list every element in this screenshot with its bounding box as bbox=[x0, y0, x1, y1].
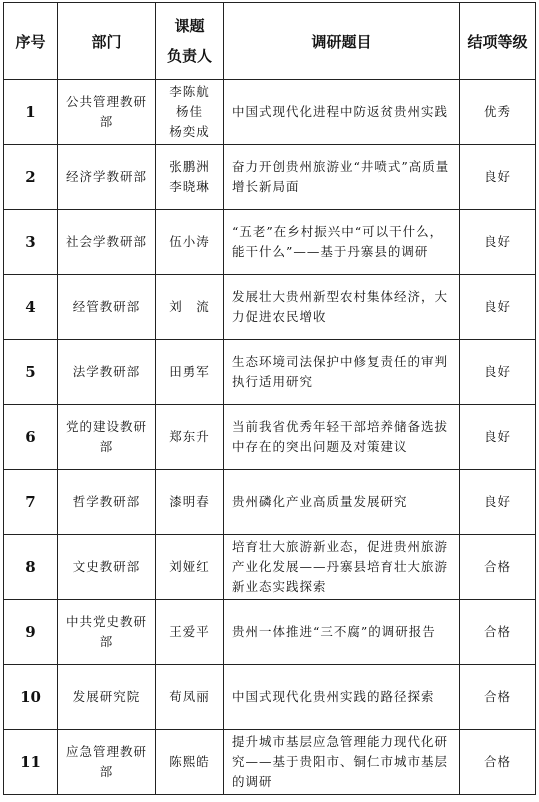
cell-no: 11 bbox=[4, 730, 58, 795]
cell-person: 张鹏洲 李晓琳 bbox=[156, 145, 224, 210]
table-row bbox=[4, 210, 536, 275]
cell-no: 6 bbox=[4, 405, 58, 470]
cell-dept: 哲学教研部 bbox=[58, 470, 156, 535]
cell-title: “五老”在乡村振兴中“可以干什么，能干什么”——基于丹寨县的调研 bbox=[224, 210, 460, 275]
table-row bbox=[4, 535, 536, 600]
cell-title: 发展壮大贵州新型农村集体经济，大力促进农民增收 bbox=[224, 275, 460, 340]
cell-person: 陈熙皓 bbox=[156, 730, 224, 795]
header-dept: 部门 bbox=[58, 3, 156, 80]
cell-dept: 法学教研部 bbox=[58, 340, 156, 405]
table-row bbox=[4, 145, 536, 210]
cell-person: 刘 流 bbox=[156, 275, 224, 340]
cell-dept: 文史教研部 bbox=[58, 535, 156, 600]
table-row bbox=[4, 80, 536, 145]
cell-title: 贵州一体推进“三不腐”的调研报告 bbox=[224, 600, 460, 665]
cell-grade: 合格 bbox=[460, 730, 536, 795]
cell-person: 漆明春 bbox=[156, 470, 224, 535]
cell-dept: 中共党史教研部 bbox=[58, 600, 156, 665]
cell-title: 奋力开创贵州旅游业“井喷式”高质量增长新局面 bbox=[224, 145, 460, 210]
cell-dept: 社会学教研部 bbox=[58, 210, 156, 275]
cell-no: 3 bbox=[4, 210, 58, 275]
cell-no: 4 bbox=[4, 275, 58, 340]
cell-dept: 党的建设教研部 bbox=[58, 405, 156, 470]
table-header-row bbox=[4, 3, 536, 80]
table-row bbox=[4, 275, 536, 340]
cell-no: 5 bbox=[4, 340, 58, 405]
cell-dept: 发展研究院 bbox=[58, 665, 156, 730]
cell-person: 刘娅红 bbox=[156, 535, 224, 600]
cell-no: 7 bbox=[4, 470, 58, 535]
header-person bbox=[156, 3, 224, 80]
cell-grade: 合格 bbox=[460, 665, 536, 730]
table-body bbox=[4, 80, 536, 795]
table-row bbox=[4, 470, 536, 535]
cell-person: 田勇军 bbox=[156, 340, 224, 405]
cell-title: 生态环境司法保护中修复责任的审判执行适用研究 bbox=[224, 340, 460, 405]
cell-title: 贵州磷化产业高质量发展研究 bbox=[224, 470, 460, 535]
table-row bbox=[4, 600, 536, 665]
table-row bbox=[4, 340, 536, 405]
header-person-line1: 课题 bbox=[174, 17, 205, 35]
cell-grade: 良好 bbox=[460, 275, 536, 340]
cell-no: 10 bbox=[4, 665, 58, 730]
cell-no: 8 bbox=[4, 535, 58, 600]
cell-person: 李陈航 杨佳 杨奕成 bbox=[156, 80, 224, 145]
header-no: 序号 bbox=[4, 3, 58, 80]
cell-grade: 良好 bbox=[460, 210, 536, 275]
cell-no: 2 bbox=[4, 145, 58, 210]
cell-title: 中国式现代化进程中防返贫贵州实践 bbox=[224, 80, 460, 145]
cell-grade: 良好 bbox=[460, 145, 536, 210]
cell-grade: 良好 bbox=[460, 405, 536, 470]
cell-grade: 合格 bbox=[460, 600, 536, 665]
header-grade: 结项等级 bbox=[460, 3, 536, 80]
table-row bbox=[4, 405, 536, 470]
cell-dept: 经济学教研部 bbox=[58, 145, 156, 210]
cell-title: 提升城市基层应急管理能力现代化研究——基于贵阳市、铜仁市城市基层的调研 bbox=[224, 730, 460, 795]
cell-title: 培育壮大旅游新业态，促进贵州旅游产业化发展——丹寨县培育壮大旅游新业态实践探索 bbox=[224, 535, 460, 600]
table-row bbox=[4, 730, 536, 795]
cell-grade: 合格 bbox=[460, 535, 536, 600]
header-title: 调研题目 bbox=[224, 3, 460, 80]
cell-dept: 应急管理教研部 bbox=[58, 730, 156, 795]
cell-no: 9 bbox=[4, 600, 58, 665]
cell-dept: 经管教研部 bbox=[58, 275, 156, 340]
cell-grade: 良好 bbox=[460, 340, 536, 405]
cell-person: 王爱平 bbox=[156, 600, 224, 665]
cell-title: 中国式现代化贵州实践的路径探索 bbox=[224, 665, 460, 730]
cell-grade: 优秀 bbox=[460, 80, 536, 145]
cell-grade: 良好 bbox=[460, 470, 536, 535]
cell-dept: 公共管理教研部 bbox=[58, 80, 156, 145]
results-table bbox=[3, 2, 536, 795]
header-person-line2: 负责人 bbox=[166, 47, 212, 65]
cell-no: 1 bbox=[4, 80, 58, 145]
table-row bbox=[4, 665, 536, 730]
cell-person: 伍小涛 bbox=[156, 210, 224, 275]
cell-person: 荀凤丽 bbox=[156, 665, 224, 730]
cell-title: 当前我省优秀年轻干部培养储备选拔中存在的突出问题及对策建议 bbox=[224, 405, 460, 470]
cell-person: 郑东升 bbox=[156, 405, 224, 470]
